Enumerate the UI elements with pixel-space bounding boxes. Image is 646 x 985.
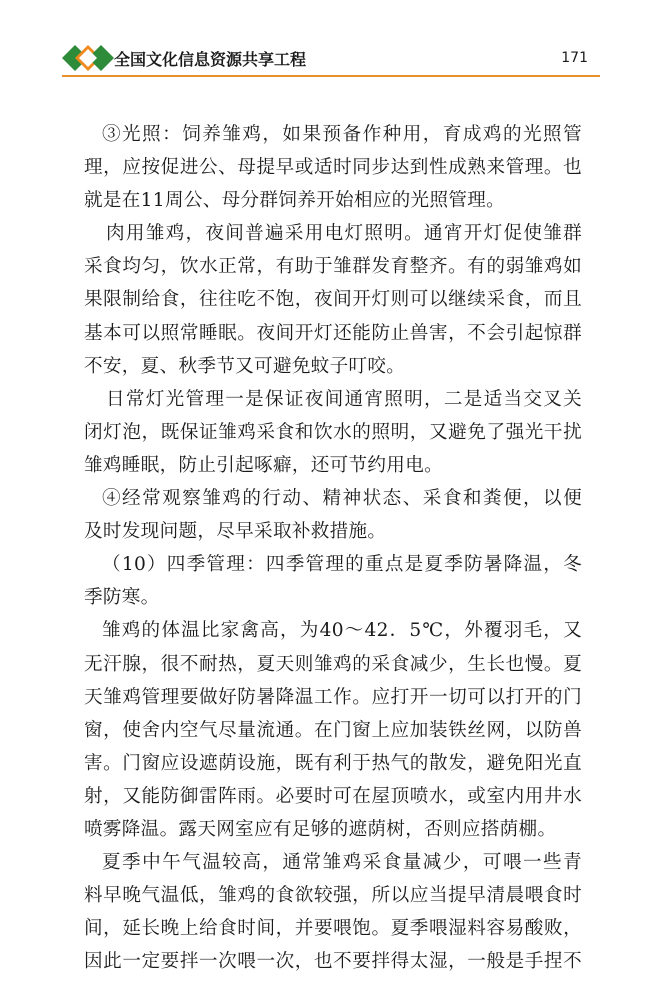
text-line: 基本可以照常睡眠。夜间开灯还能防止兽害，不会引起惊群 xyxy=(84,322,582,344)
text-line: 天雏鸡管理要做好防暑降温工作。应打开一切可以打开的门 xyxy=(84,686,582,708)
text-line: 肉用雏鸡，夜间普遍采用电灯照明。通宵开灯促使雏群 xyxy=(106,223,582,245)
text-line: 就是在11周公、母分群饲养开始相应的光照管理。 xyxy=(84,190,506,212)
text-line: 季防寒。 xyxy=(84,587,160,609)
text-line: 夏季中午气温较高，通常雏鸡采食量减少，可喂一些青 xyxy=(102,852,582,874)
text-line: ④经常观察雏鸡的行动、精神状态、采食和粪便，以便 xyxy=(102,488,582,510)
text-line: 间，延长晚上给食时间，并要喂饱。夏季喂湿料容易酸败， xyxy=(84,918,582,940)
text-line: 理，应按促进公、母提早或适时同步达到性成熟来管理。也 xyxy=(84,157,582,179)
text-line: 不安，夏、秋季节又可避免蚊子叮咬。 xyxy=(84,355,406,377)
text-line: 日常灯光管理一是保证夜间通宵照明，二是适当交叉关 xyxy=(106,388,582,410)
header-divider xyxy=(62,75,600,77)
text-line: 因此一定要拌一次喂一次，也不要拌得太湿，一般是手捏不 xyxy=(84,951,582,973)
text-line: 雏鸡睡眠，防止引起啄癖，还可节约用电。 xyxy=(84,454,443,476)
text-line: 喷雾降温。露天网室应有足够的遮荫树，否则应搭荫棚。 xyxy=(84,818,557,840)
text-line: 及时发现问题，尽早采取补救措施。 xyxy=(84,521,387,543)
text-line: 无汗腺，很不耐热，夏天则雏鸡的采食减少，生长也慢。夏 xyxy=(84,653,582,675)
text-line: 窗，使舍内空气尽量流通。在门窗上应加装铁丝网，以防兽 xyxy=(84,719,582,741)
text-line: 射，又能防御雷阵雨。必要时可在屋顶喷水，或室内用井水 xyxy=(84,785,582,807)
text-line: 雏鸡的体温比家禽高，为40～42．5℃，外覆羽毛，又 xyxy=(102,620,582,642)
text-line: 闭灯泡，既保证雏鸡采食和饮水的照明，又避免了强光干扰 xyxy=(84,421,582,443)
project-logo-icon xyxy=(62,40,114,76)
text-line: ③光照：饲养雏鸡，如果预备作种用，育成鸡的光照管 xyxy=(102,124,582,145)
text-line: 果限制给食，往往吃不饱，夜间开灯则可以继续采食，而且 xyxy=(84,289,582,311)
page-header xyxy=(0,0,646,80)
page-number: 171 xyxy=(561,50,588,66)
body-text xyxy=(84,118,582,978)
text-line: （10）四季管理：四季管理的重点是夏季防暑降温，冬 xyxy=(102,554,582,576)
header-title: 全国文化信息资源共享工程 xyxy=(114,50,307,69)
text-line: 害。门窗应设遮荫设施，既有利于热气的散发，避免阳光直 xyxy=(84,752,582,774)
text-line: 料早晚气温低，雏鸡的食欲较强，所以应当提早清晨喂食时 xyxy=(84,885,582,907)
text-line: 采食均匀，饮水正常，有助于雏群发育整齐。有的弱雏鸡如 xyxy=(84,256,582,278)
